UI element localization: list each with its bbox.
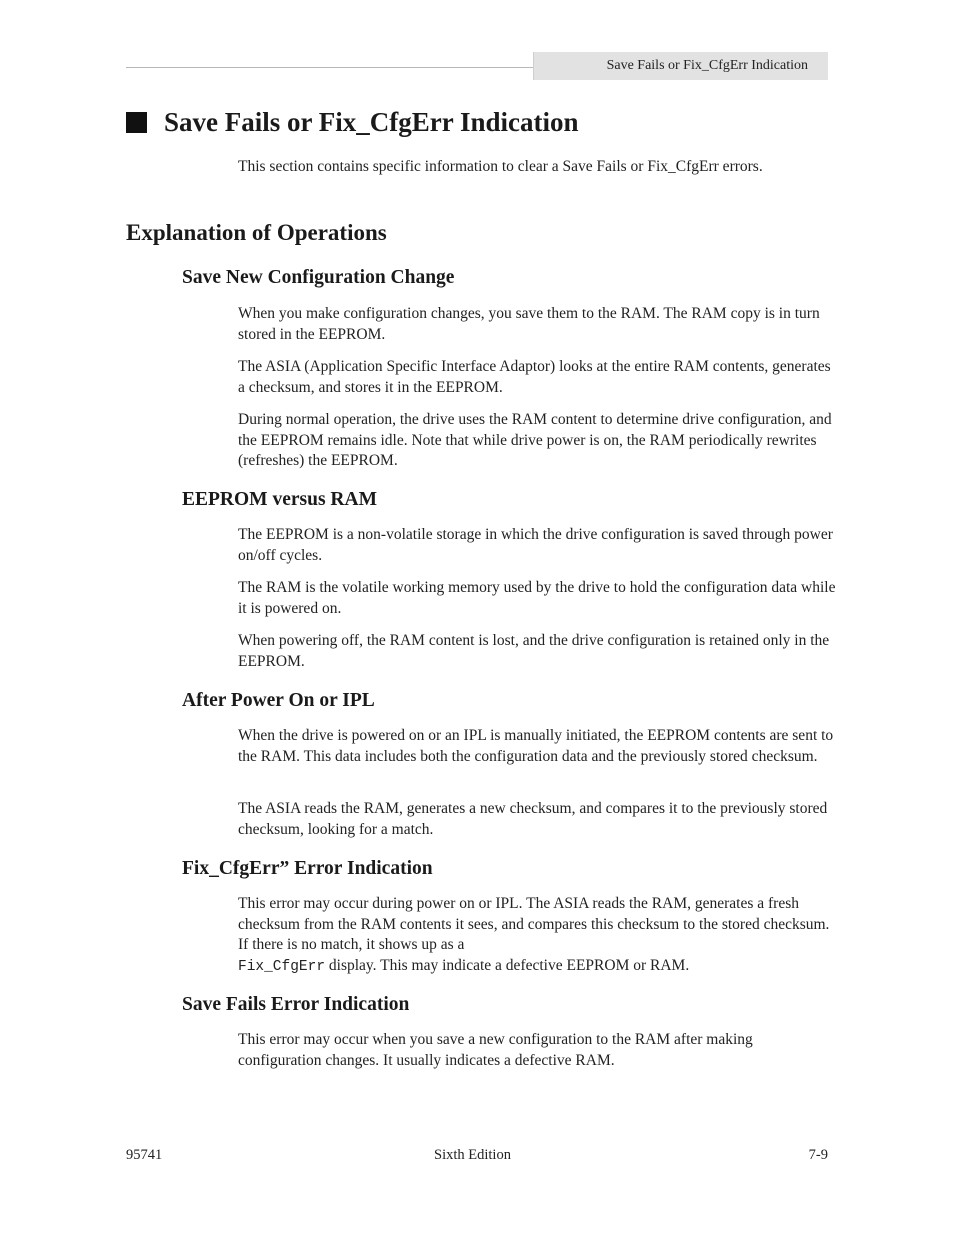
page-title-text: Save Fails or Fix_CfgErr Indication [164,107,579,137]
paragraph: During normal operation, the drive uses the RAM content to determine drive configuration, and the EEPROM remains idle. Note that while drive power is on, the RAM periodically rewrites (refreshes) the EEPROM. [238,411,832,469]
page-title [126,104,579,140]
paragraph: When powering off, the RAM content is lost, and the drive configuration is retained only in the EEPROM. [238,632,830,670]
running-header: Save Fails or Fix_CfgErr Indication [533,52,828,80]
footer-edition: Sixth Edition [434,1147,511,1163]
subsection-heading-after-power-on: After Power On or IPL [182,690,375,711]
paragraph-text: This error may occur during power on or IPL. The ASIA reads the RAM, generates a fresh checksum from the RAM contents it sees, and compares this checksum to the stored checksum. If there is no match, it shows up as a [238,895,830,953]
code-text: Fix_CfgErr [238,958,326,975]
paragraph: This error may occur when you save a new configuration to the RAM after making configuration changes. It usually indicates a defective RAM. [238,1031,753,1069]
footer-doc-number: 95741 [126,1147,163,1163]
subsection-heading-fix-cfgerr: Fix_CfgErr” Error Indication [182,858,433,879]
subsection-heading-save-new-config: Save New Configuration Change [182,267,455,288]
header-rule [126,67,534,68]
paragraph: The EEPROM is a non-volatile storage in which the drive configuration is saved through power on/off cycles. [238,526,833,564]
subsection-heading-eeprom-vs-ram: EEPROM versus RAM [182,489,377,510]
subsection-heading-save-fails: Save Fails Error Indication [182,994,410,1015]
paragraph: The ASIA reads the RAM, generates a new checksum, and compares it to the previously stored checksum, looking for a match. [238,800,828,838]
section-heading: Explanation of Operations [126,220,387,245]
paragraph-text: display. This may indicate a defective EEPROM or RAM. [325,956,690,974]
paragraph [238,894,838,977]
paragraph: When you make configuration changes, you save them to the RAM. The RAM copy is in turn stored in the EEPROM. [238,305,820,343]
footer-page-number: 7-9 [808,1147,828,1163]
paragraph: The ASIA (Application Specific Interface Adaptor) looks at the entire RAM contents, generates a checksum, and stores it in the EEPROM. [238,358,831,396]
paragraph: The RAM is the volatile working memory used by the drive to hold the configuration data while it is powered on. [238,579,836,617]
square-bullet-icon [126,112,147,133]
paragraph: When the drive is powered on or an IPL is manually initiated, the EEPROM contents are sent to the RAM. This data includes both the configuration data and the previously stored checksum. [238,727,834,765]
intro-paragraph: This section contains specific information to clear a Save Fails or Fix_CfgErr errors. [238,158,763,175]
